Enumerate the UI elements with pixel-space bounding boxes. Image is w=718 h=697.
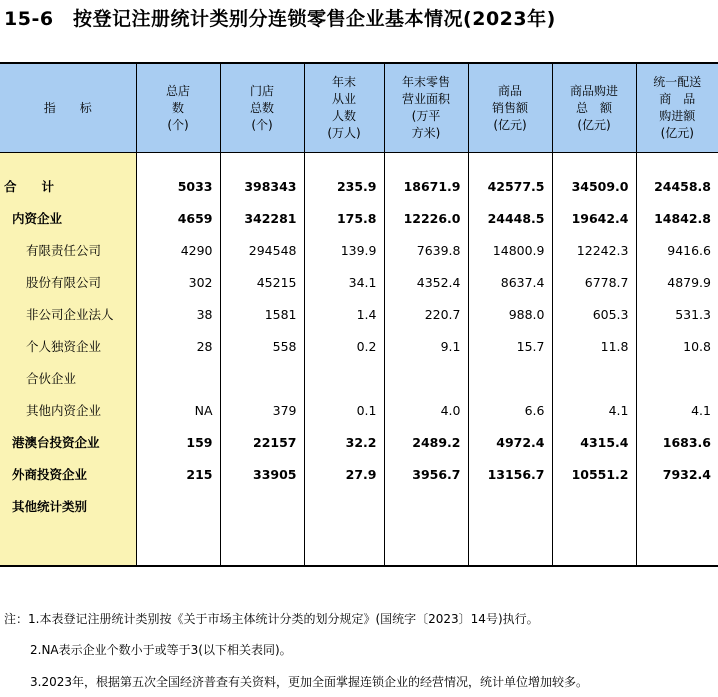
header-line: 营业面积 xyxy=(401,92,450,106)
cell-value: 4972.4 xyxy=(468,426,552,458)
table-row xyxy=(0,202,718,234)
cell-value: 34509.0 xyxy=(552,170,636,202)
cell-value: 14800.9 xyxy=(468,234,552,266)
cell-value: 11.8 xyxy=(552,330,636,362)
header-line: 年末 xyxy=(331,75,356,89)
cell-value: 379 xyxy=(220,394,304,426)
cell-value: 4290 xyxy=(136,234,220,266)
header-col xyxy=(304,64,384,153)
header-line: (亿元) xyxy=(660,126,694,140)
table-row xyxy=(0,266,718,298)
cell-value: 4.1 xyxy=(552,394,636,426)
table-row xyxy=(0,362,718,394)
cell-value: 215 xyxy=(136,458,220,490)
cell-value: 4.0 xyxy=(384,394,468,426)
header-line: 总店 xyxy=(165,83,190,98)
header-line: 商品 xyxy=(497,83,522,98)
row-label: 外商投资企业 xyxy=(0,458,136,490)
cell-value: 139.9 xyxy=(304,234,384,266)
cell-value: 9.1 xyxy=(384,330,468,362)
cell-value: NA xyxy=(136,394,220,426)
data-table xyxy=(0,62,718,567)
cell-value: 6.6 xyxy=(468,394,552,426)
table-row xyxy=(0,170,718,202)
header-line: 统一配送 xyxy=(653,75,702,89)
note-1: 注：1.本表登记注册统计类别按《关于市场主体统计分类的划分规定》(国统字〔2023〕14号)执行。 xyxy=(4,612,539,626)
table-row xyxy=(0,330,718,362)
row-label: 合伙企业 xyxy=(0,362,136,394)
cell-value: 22157 xyxy=(220,426,304,458)
header-row xyxy=(0,64,718,153)
row-label: 内资企业 xyxy=(0,202,136,234)
header-line: (个) xyxy=(251,117,273,132)
header-line: 销售额 xyxy=(491,100,528,115)
cell-value: 235.9 xyxy=(304,170,384,202)
cell-value: 38 xyxy=(136,298,220,330)
cell-value: 1.4 xyxy=(304,298,384,330)
cell-value: 2489.2 xyxy=(384,426,468,458)
header-col xyxy=(636,64,718,153)
cell-value: 12226.0 xyxy=(384,202,468,234)
header-line: 数 xyxy=(171,100,184,115)
page-title: 15-6 按登记注册统计类别分连锁零售企业基本情况(2023年) xyxy=(4,8,556,30)
header-line: 方米) xyxy=(411,126,441,140)
cell-value: 4.1 xyxy=(636,394,718,426)
cell-value xyxy=(304,490,384,522)
table-body xyxy=(0,153,718,566)
cell-value: 12242.3 xyxy=(552,234,636,266)
table-row xyxy=(0,394,718,426)
cell-value: 19642.4 xyxy=(552,202,636,234)
cell-value: 24448.5 xyxy=(468,202,552,234)
table-row xyxy=(0,426,718,458)
cell-value: 3956.7 xyxy=(384,458,468,490)
cell-value: 558 xyxy=(220,330,304,362)
cell-value xyxy=(136,362,220,394)
table-row xyxy=(0,490,718,522)
cell-value: 9416.6 xyxy=(636,234,718,266)
cell-value: 10551.2 xyxy=(552,458,636,490)
cell-value: 4659 xyxy=(136,202,220,234)
header-col xyxy=(220,64,304,153)
header-line: 人数 xyxy=(331,109,356,123)
cell-value: 7932.4 xyxy=(636,458,718,490)
cell-value: 18671.9 xyxy=(384,170,468,202)
cell-value: 220.7 xyxy=(384,298,468,330)
cell-value xyxy=(384,362,468,394)
row-label: 非公司企业法人 xyxy=(0,298,136,330)
cell-value xyxy=(552,362,636,394)
cell-value: 531.3 xyxy=(636,298,718,330)
table-row xyxy=(0,298,718,330)
row-label: 合 计 xyxy=(0,170,136,202)
cell-value: 6778.7 xyxy=(552,266,636,298)
row-label: 股份有限公司 xyxy=(0,266,136,298)
cell-value: 4352.4 xyxy=(384,266,468,298)
cell-value: 10.8 xyxy=(636,330,718,362)
cell-value: 4879.9 xyxy=(636,266,718,298)
row-label: 其他内资企业 xyxy=(0,394,136,426)
cell-value xyxy=(468,490,552,522)
header-line: (亿元) xyxy=(493,117,527,132)
filler-row xyxy=(0,522,718,565)
cell-value: 14842.8 xyxy=(636,202,718,234)
header-line: (亿元) xyxy=(577,117,611,132)
cell-value: 1581 xyxy=(220,298,304,330)
header-line: 总数 xyxy=(249,100,274,115)
header-col xyxy=(552,64,636,153)
row-label: 其他统计类别 xyxy=(0,490,136,522)
row-label: 港澳台投资企业 xyxy=(0,426,136,458)
table-row xyxy=(0,234,718,266)
cell-value: 45215 xyxy=(220,266,304,298)
table-row xyxy=(0,458,718,490)
cell-value xyxy=(552,490,636,522)
cell-value: 32.2 xyxy=(304,426,384,458)
cell-value: 398343 xyxy=(220,170,304,202)
row-label: 个人独资企业 xyxy=(0,330,136,362)
cell-value xyxy=(468,362,552,394)
header-col xyxy=(468,64,552,153)
cell-value xyxy=(636,362,718,394)
cell-value: 294548 xyxy=(220,234,304,266)
cell-value: 0.2 xyxy=(304,330,384,362)
statistics-table xyxy=(0,64,718,565)
cell-value: 159 xyxy=(136,426,220,458)
header-line: 门店 xyxy=(249,83,274,98)
header-index: 指 标 xyxy=(0,64,136,153)
cell-value: 1683.6 xyxy=(636,426,718,458)
header-col xyxy=(384,64,468,153)
header-line: 年末零售 xyxy=(401,75,450,89)
cell-value xyxy=(220,362,304,394)
header-col xyxy=(136,64,220,153)
spacer-row xyxy=(0,153,718,171)
header-line: (万平 xyxy=(411,109,441,123)
cell-value: 4315.4 xyxy=(552,426,636,458)
header-line: (个) xyxy=(167,117,189,132)
cell-value: 13156.7 xyxy=(468,458,552,490)
cell-value: 5033 xyxy=(136,170,220,202)
header-line: 从业 xyxy=(331,92,356,106)
cell-value: 33905 xyxy=(220,458,304,490)
cell-value: 302 xyxy=(136,266,220,298)
cell-value xyxy=(636,490,718,522)
cell-value: 175.8 xyxy=(304,202,384,234)
cell-value: 8637.4 xyxy=(468,266,552,298)
row-label: 有限责任公司 xyxy=(0,234,136,266)
cell-value xyxy=(220,490,304,522)
cell-value xyxy=(136,490,220,522)
header-line: 商品购进 xyxy=(569,83,618,98)
note-3: 3.2023年，根据第五次全国经济普查有关资料，更加全面掌握连锁企业的经营情况，统计单位增加较多。 xyxy=(30,675,588,689)
cell-value: 27.9 xyxy=(304,458,384,490)
cell-value: 0.1 xyxy=(304,394,384,426)
header-line: 购进额 xyxy=(659,109,696,123)
cell-value: 28 xyxy=(136,330,220,362)
cell-value: 605.3 xyxy=(552,298,636,330)
header-line: 商 品 xyxy=(659,92,696,106)
cell-value: 42577.5 xyxy=(468,170,552,202)
cell-value xyxy=(384,490,468,522)
header-line: 总 额 xyxy=(575,100,612,115)
cell-value: 34.1 xyxy=(304,266,384,298)
cell-value: 342281 xyxy=(220,202,304,234)
cell-value: 24458.8 xyxy=(636,170,718,202)
cell-value: 988.0 xyxy=(468,298,552,330)
note-2: 2.NA表示企业个数小于或等于3(以下相关表同)。 xyxy=(30,643,292,657)
cell-value: 7639.8 xyxy=(384,234,468,266)
header-line: (万人) xyxy=(327,126,361,140)
cell-value: 15.7 xyxy=(468,330,552,362)
cell-value xyxy=(304,362,384,394)
